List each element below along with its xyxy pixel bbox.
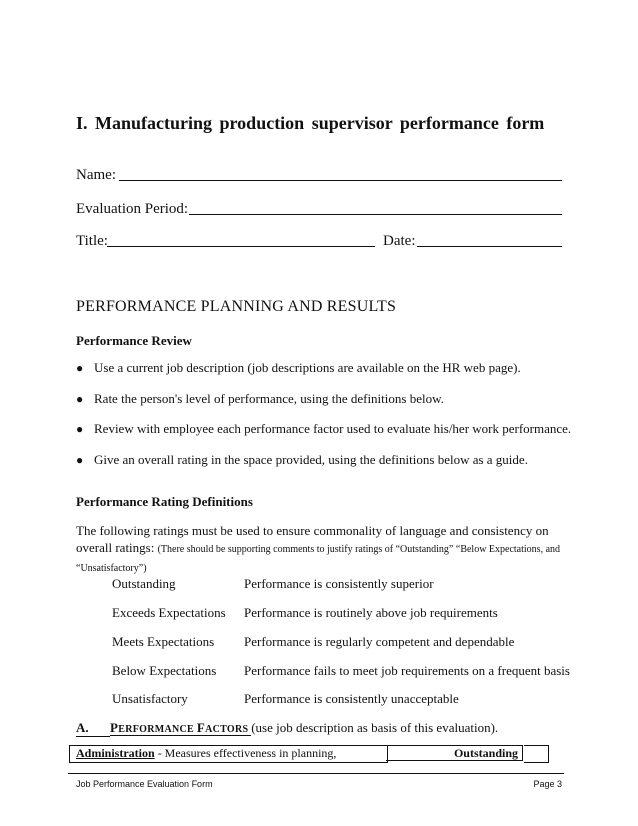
rating-definitions-heading: Performance Rating Definitions [76,494,253,509]
title-label: Title: [76,233,108,249]
bullet-icon: ● [76,452,84,467]
list-item: ● Review with employee each performance factor used to evaluate his/her work performance. [76,421,572,436]
rating-label: Outstanding [112,576,176,591]
name-field[interactable] [119,180,562,181]
rating-header-label: Outstanding [453,746,518,760]
list-item: ● Use a current job description (job descriptions are available on the HR web page). [76,360,521,375]
bullet-icon: ● [76,422,84,436]
rating-label: Unsatisfactory [112,691,188,706]
performance-factors-heading: A. PERFORMANCE FACTORS (use job description as basis of this evaluation). [76,720,499,735]
performance-review-list [76,360,571,482]
date-field[interactable] [417,246,562,247]
footer-divider [68,773,564,774]
administration-description: - Measures effectiveness in planning, [157,746,337,760]
list-item: ● Rate the person's level of performance, using the definitions below. [76,390,444,406]
rating-label: Below Expectations [112,663,217,678]
rating-label: Meets Expectations [112,634,215,649]
footer-title: Job Performance Evaluation Form [76,779,213,789]
administration-cell [69,745,388,763]
rating-definition: Performance is routinely above job requirements [244,605,498,620]
rating-definition: Performance is regularly competent and dependable [244,634,515,649]
name-label: Name: [76,167,116,183]
rating-definitions-intro: The following ratings must be used to ensure commonality of language and consistency on overall ratings: (There should be supporting comments to justify ratings of “Outstanding” “Below Expectations, and “Unsatisfactory”) [76,523,561,574]
page-title: I. Manufacturing production supervisor performance form [76,113,545,133]
footer-page-number: Page 3 [533,779,562,789]
evaluation-period-field[interactable] [189,214,562,215]
bullet-icon: ● [76,361,84,375]
rating-definition: Performance is consistently superior [244,576,434,591]
rating-checkbox[interactable] [524,745,549,763]
rating-header-cell [386,745,523,761]
bullet-icon: ● [76,391,84,406]
date-label: Date: [383,233,416,249]
administration-label: Administration [76,746,155,760]
rating-definition: Performance fails to meet job requirements on a frequent basis [244,663,570,678]
rating-definition: Performance is consistently unacceptable [244,691,459,706]
list-item: ● Give an overall rating in the space provided, using the definitions below as a guide. [76,451,528,467]
evaluation-period-label: Evaluation Period: [76,201,189,217]
rating-label: Exceeds Expectations [112,605,226,620]
section-heading: PERFORMANCE PLANNING AND RESULTS [76,298,397,315]
title-field[interactable] [107,246,375,247]
performance-review-heading: Performance Review [76,333,192,348]
